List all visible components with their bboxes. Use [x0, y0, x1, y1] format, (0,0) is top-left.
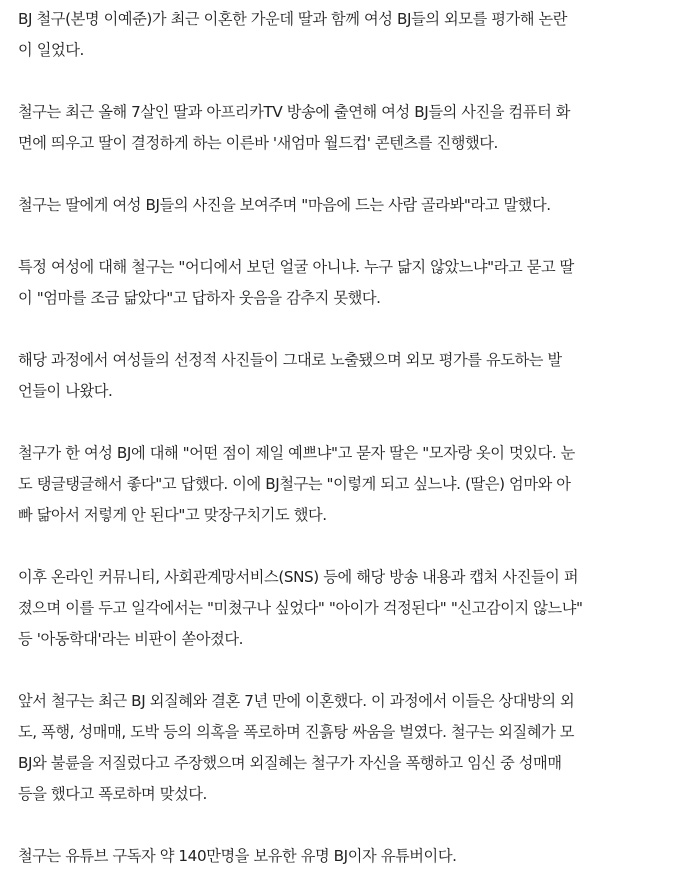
article-paragraph: 해당 과정에서 여성들의 선정적 사진들이 그대로 노출됐으며 외모 평가를 유도하는 발 언들이 나왔다.: [18, 351, 562, 400]
article-body: [18, 4, 666, 872]
article-paragraph: BJ 철구(본명 이예준)가 최근 이혼한 가운데 딸과 함께 여성 BJ들의 외모를 평가해 논란 이 일었다.: [18, 10, 568, 59]
article-paragraph: 앞서 철구는 최근 BJ 외질혜와 결혼 7년 만에 이혼했다. 이 과정에서 이들은 상대방의 외 도, 폭행, 성매매, 도박 등의 의혹을 폭로하며 진흙탕 싸움을 벌였다. 철구는 외질혜가 모 BJ와 불륜을 저질렀다고 주장했으며 외질혜는 철구가 자신을 폭행하고 임신 중 성매매 등을 했다고 폭로하며 맞섰다.: [18, 692, 575, 803]
article-paragraph: 철구가 한 여성 BJ에 대해 "어떤 점이 제일 예쁘냐"고 묻자 딸은 "모자랑 옷이 멋있다. 눈 도 탱글탱글해서 좋다"고 답했다. 이에 BJ철구는 "이렇게 되고 싶느냐. (딸은) 엄마와 아 빠 닮아서 저렇게 안 된다"고 맞장구치기도 했다.: [18, 444, 575, 524]
article-paragraph: 철구는 딸에게 여성 BJ들의 사진을 보여주며 "마음에 드는 사람 골라봐"라고 말했다.: [18, 196, 551, 214]
article-paragraph: 특정 여성에 대해 철구는 "어디에서 보던 얼굴 아니냐. 누구 닮지 않았느냐"라고 묻고 딸 이 "엄마를 조금 닮았다"고 답하자 웃음을 감추지 못했다.: [18, 258, 574, 307]
article-paragraph: 철구는 최근 올해 7살인 딸과 아프리카TV 방송에 출연해 여성 BJ들의 사진을 컴퓨터 화 면에 띄우고 딸이 결정하게 하는 이른바 '새엄마 월드컵' 콘텐츠를 진행했다.: [18, 103, 571, 152]
article-paragraph: 이후 온라인 커뮤니티, 사회관계망서비스(SNS) 등에 해당 방송 내용과 캡처 사진들이 퍼 졌으며 이를 두고 일각에서는 "미쳤구나 싶었다" "아이가 걱정된다" "신고감이지 않느냐" 등 '아동학대'라는 비판이 쏟아졌다.: [18, 568, 583, 648]
article-paragraph: 철구는 유튜브 구독자 약 140만명을 보유한 유명 BJ이자 유튜버이다.: [18, 847, 457, 865]
